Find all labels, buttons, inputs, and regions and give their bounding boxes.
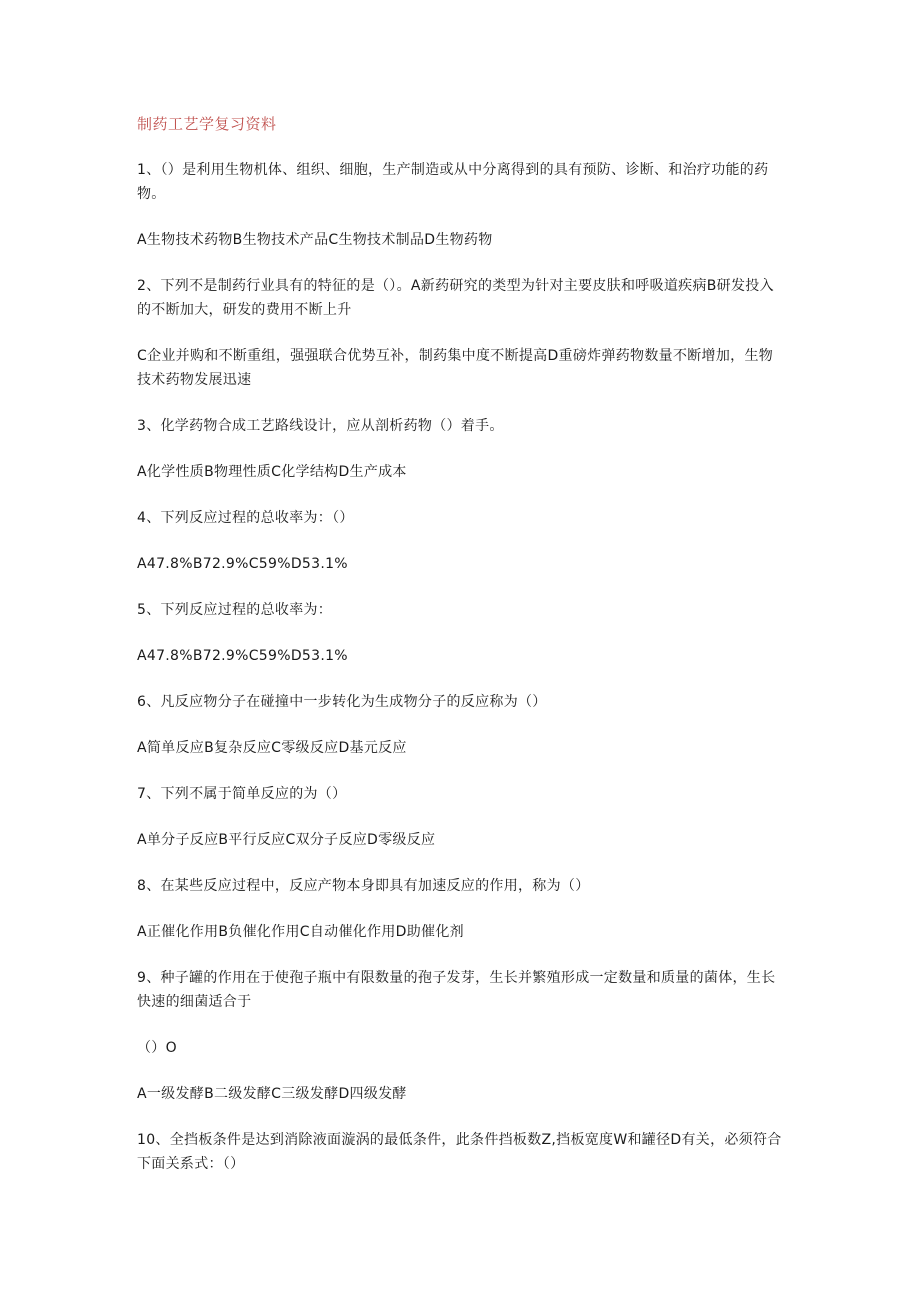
question-1: 1、（）是利用生物机体、组织、细胞，生产制造或从中分离得到的具有预防、诊断、和治疗功能的药物。 [137, 162, 769, 202]
question-9-blank: （）O [137, 1040, 177, 1056]
question-6: 6、凡反应物分子在碰撞中一步转化为生成物分子的反应称为（） [137, 694, 547, 710]
question-3: 3、化学药物合成工艺路线设计，应从剖析药物（）着手。 [137, 418, 504, 434]
question-9-options: A一级发酵B二级发酵C三级发酵D四级发酵 [137, 1086, 407, 1102]
question-4-options: A47.8%B72.9%C59%D53.1% [137, 556, 348, 572]
question-7: 7、下列不属于简单反应的为（） [137, 786, 347, 802]
question-2-options: C企业并购和不断重组，强强联合优势互补，制药集中度不断提高D重磅炸弹药物数量不断增加，生物技术药物发展迅速 [137, 348, 774, 388]
question-5-options: A47.8%B72.9%C59%D53.1% [137, 648, 348, 664]
document-title: 制药工艺学复习资料 [137, 115, 277, 133]
question-9: 9、种子罐的作用在于使孢子瓶中有限数量的孢子发芽，生长并繁殖形成一定数量和质量的菌体，生长快速的细菌适合于 [137, 970, 776, 1010]
question-5: 5、下列反应过程的总收率为： [137, 602, 333, 618]
document-page [137, 112, 787, 1198]
question-8: 8、在某些反应过程中，反应产物本身即具有加速反应的作用，称为（） [137, 878, 590, 894]
question-2: 2、下列不是制药行业具有的特征的是（）。A新药研究的类型为针对主要皮肤和呼吸道疾病B研发投入的不断加大，研发的费用不断上升 [137, 278, 774, 318]
question-4: 4、下列反应过程的总收率为：（） [137, 510, 354, 526]
question-7-options: A单分子反应B平行反应C双分子反应D零级反应 [137, 832, 436, 848]
question-6-options: A简单反应B复杂反应C零级反应D基元反应 [137, 740, 407, 756]
question-3-options: A化学性质B物理性质C化学结构D生产成本 [137, 464, 407, 480]
question-1-options: A生物技术药物B生物技术产品C生物技术制品D生物药物 [137, 232, 493, 248]
question-8-options: A正催化作用B负催化作用C自动催化作用D助催化剂 [137, 924, 464, 940]
question-10: 10、全挡板条件是达到消除液面漩涡的最低条件，此条件挡板数Z,挡板宽度W和罐径D有关，必须符合下面关系式：（） [137, 1132, 782, 1172]
